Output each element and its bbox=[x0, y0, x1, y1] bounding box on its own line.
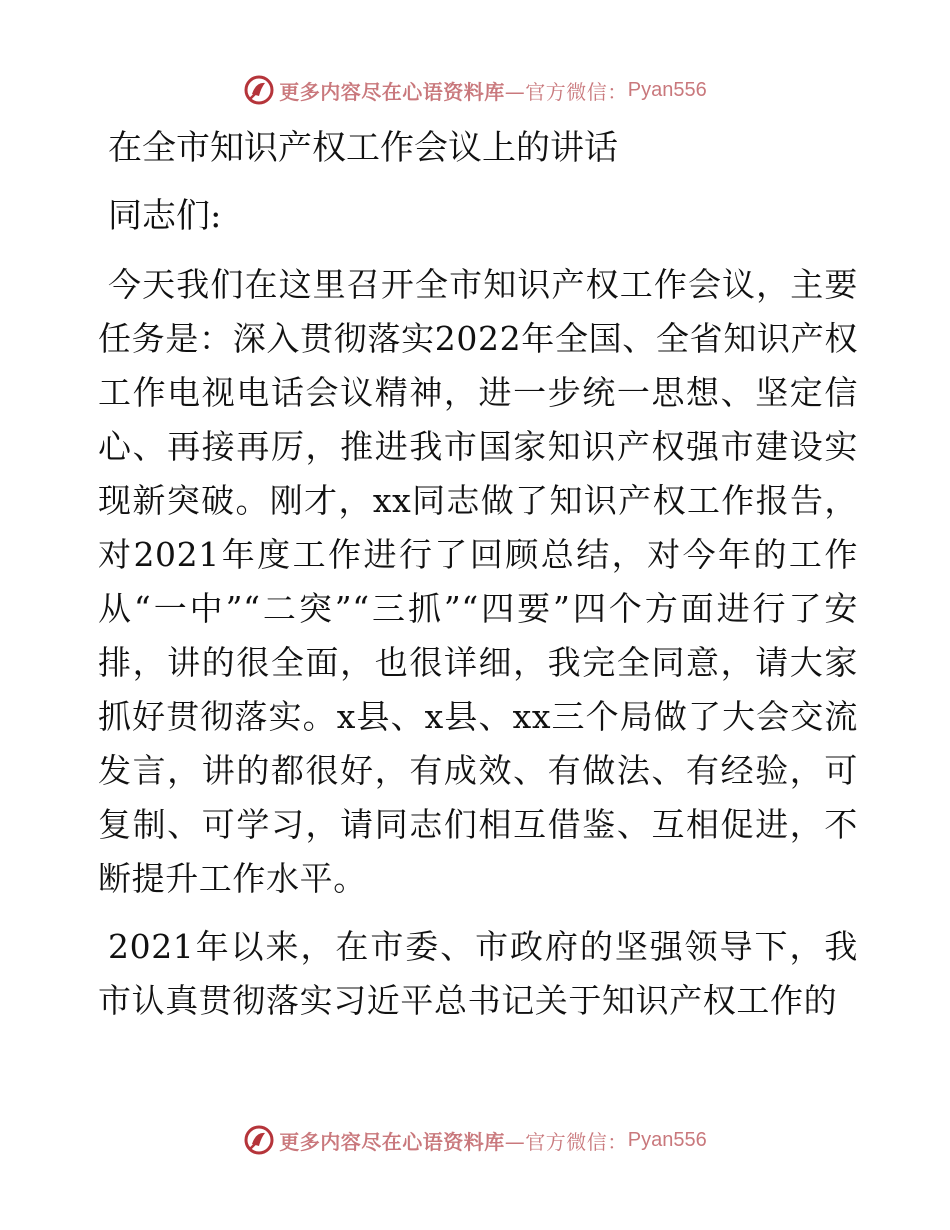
footer-watermark bbox=[0, 1120, 950, 1160]
header-watermark bbox=[0, 70, 950, 110]
paragraph-2: 2021年以来，在市委、市政府的坚强领导下，我市认真贯彻落实习近平总书记关于知识产权工作的 bbox=[98, 927, 858, 1020]
paragraph-1: 今天我们在这里召开全市知识产权工作会议，主要任务是：深入贯彻落实2022年全国、全省知识产权工作电视电话会议精神，进一步统一思想、坚定信心、再接再厉，推进我市国家知识产权强市建设实现新突破。刚才，xx同志做了知识产权工作报告，对2021年度工作进行了回顾总结，对今年的工作从“一中”“二突”“三抓”“四要”四个方面进行了安排，讲的很全面，也很详细，我完全同意，请大家抓好贯彻落实。x县、x县、xx三个局做了大会交流发言，讲的都很好，有成效、有做法、有经验，可复制、可学习，请同志们相互借鉴、互相促进，不断提升工作水平。 bbox=[98, 265, 858, 898]
document-title: 在全市知识产权工作会议上的讲话 bbox=[108, 128, 618, 168]
salutation: 同志们: bbox=[108, 196, 222, 236]
logo-icon bbox=[243, 1124, 275, 1156]
watermark-separator: —官方微信： bbox=[504, 1129, 628, 1154]
watermark-separator: —官方微信： bbox=[504, 79, 628, 104]
logo-icon bbox=[243, 74, 275, 106]
watermark-wechat-id: Pyan556 bbox=[627, 1128, 707, 1151]
document-body bbox=[98, 122, 858, 1042]
watermark-wechat-id: Pyan556 bbox=[627, 78, 707, 101]
watermark-site-text: 更多内容尽在心语资料库 bbox=[279, 79, 505, 104]
watermark-site-text: 更多内容尽在心语资料库 bbox=[279, 1129, 505, 1154]
